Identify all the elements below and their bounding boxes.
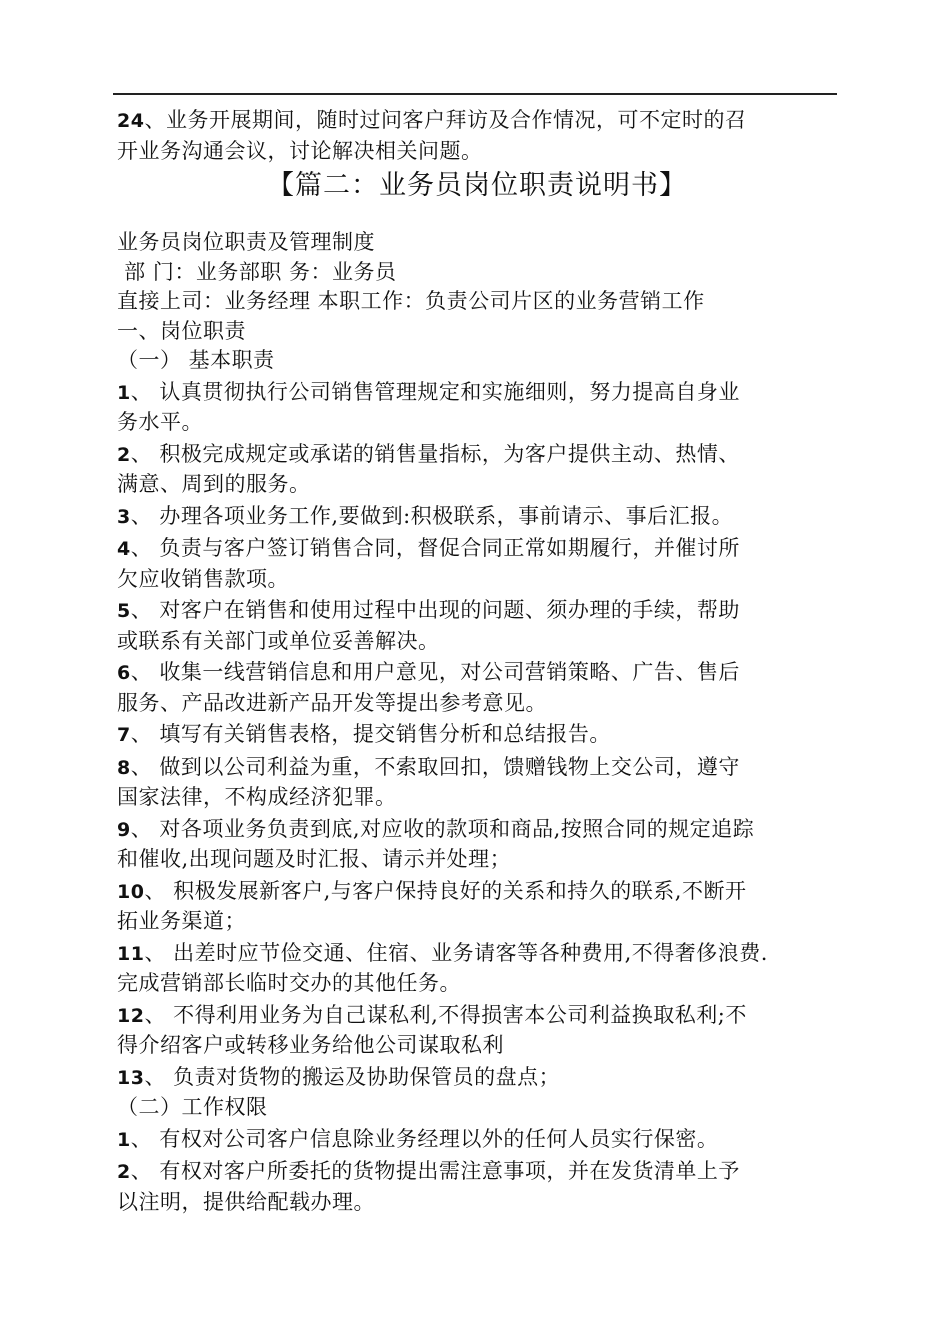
list-item-continuation: 以注明，提供给配载办理。 [117, 1189, 375, 1214]
list-item [117, 1125, 837, 1156]
document-body [117, 106, 837, 1217]
list-item-continuation: 服务、产品改进新产品开发等提出参考意见。 [117, 690, 547, 715]
item-number: 1 [117, 1128, 131, 1151]
item-text: 、 收集一线营销信息和用户意见，对公司营销策略、广告、售后 [130, 660, 740, 684]
list-item [117, 753, 837, 784]
intro-line-2: 开业务沟通会议，讨论解决相关问题。 [117, 138, 483, 163]
header-line-1: 部 门：业务部职 务：业务员 [117, 259, 397, 284]
list-item [117, 1157, 837, 1188]
list-item [117, 502, 837, 533]
item-number: 5 [117, 600, 131, 622]
list-item-continuation: 和催收,出现问题及时汇报、请示并处理； [117, 847, 512, 871]
item-number: 6 [117, 662, 131, 684]
item-text: 、 积极完成规定或承诺的销售量指标，为客户提供主动、热情、 [130, 441, 740, 466]
list-item-continuation: 满意、周到的服务。 [117, 472, 311, 496]
item-number: 4 [117, 538, 131, 560]
item-number: 2 [117, 443, 131, 466]
list-item [117, 877, 837, 908]
item-number: 7 [117, 724, 131, 746]
item-text: 、 负责与客户签订销售合同，督促合同正常如期履行，并催讨所 [130, 536, 740, 560]
item-text: 、 负责对货物的搬运及协助保管员的盘点； [144, 1064, 561, 1089]
item-number: 9 [117, 818, 131, 841]
item-text: 、 有权对客户所委托的货物提出需注意事项，并在发货清单上予 [130, 1159, 740, 1183]
header-line-2: 直接上司：业务经理 本职工作：负责公司片区的业务营销工作 [117, 289, 705, 313]
item-number: 10 [117, 880, 145, 903]
item-text: 、 填写有关销售表格，提交销售分析和总结报告。 [130, 722, 611, 746]
list-item [117, 596, 837, 627]
header-line-0: 业务员岗位职责及管理制度 [117, 230, 375, 254]
section-title: 【篇二：业务员岗位职责说明书】 [267, 170, 687, 201]
list-item [117, 720, 837, 751]
item-text: 、 积极发展新客户,与客户保持良好的关系和持久的联系,不断开 [144, 878, 747, 903]
item-text: 、 有权对公司客户信息除业务经理以外的任何人员实行保密。 [130, 1126, 719, 1151]
header-rule [113, 93, 837, 95]
item-text: 、 认真贯彻执行公司销售管理规定和实施细则，努力提高自身业 [130, 379, 740, 404]
intro-line-1: 24、业务开展期间，随时过问客户拜访及合作情况，可不定时的召 [117, 108, 747, 132]
item-number: 8 [117, 756, 131, 779]
list-item [117, 658, 837, 689]
item-number: 1 [117, 381, 131, 404]
item-number: 12 [117, 1004, 145, 1027]
item-text: 、 对客户在销售和使用过程中出现的问题、须办理的手续，帮助 [130, 598, 740, 622]
list-item [117, 1001, 837, 1032]
rights-list [117, 1125, 837, 1218]
list-item-continuation: 或联系有关部门或单位妥善解决。 [117, 628, 440, 653]
list-item [117, 939, 837, 970]
rights-heading: （二）工作权限 [117, 1095, 268, 1119]
list-item-continuation: 拓业务渠道； [117, 909, 246, 933]
item-text: 、 对各项业务负责到底,对应收的款项和商品,按照合同的规定追踪 [130, 816, 755, 841]
list-item-continuation: 国家法律，不构成经济犯罪。 [117, 785, 397, 809]
header-line-4: （一） 基本职责 [117, 348, 275, 372]
list-item-continuation: 完成营销部长临时交办的其他任务。 [117, 971, 461, 995]
item-text: 、 办理各项业务工作,要做到:积极联系，事前请示、事后汇报。 [130, 503, 734, 528]
item-number: 2 [117, 1161, 131, 1183]
basic-duties-list [117, 378, 837, 1094]
list-item-continuation: 欠应收销售款项。 [117, 566, 289, 591]
item-number: 13 [117, 1066, 145, 1089]
item-text: 、 出差时应节俭交通、住宿、业务请客等各种费用,不得奢侈浪费. [144, 940, 768, 965]
list-item [117, 1063, 837, 1094]
header-line-3: 一、岗位职责 [117, 318, 246, 343]
item-text: 、 不得利用业务为自己谋私利,不得损害本公司利益换取私利;不 [144, 1002, 747, 1027]
list-item [117, 378, 837, 409]
list-item [117, 534, 837, 565]
list-item-continuation: 务水平。 [117, 410, 203, 434]
item-text: 、 做到以公司利益为重，不索取回扣，馈赠钱物上交公司，遵守 [130, 754, 740, 779]
list-item [117, 440, 837, 471]
item-number: 11 [117, 942, 145, 965]
list-item-continuation: 得介绍客户或转移业务给他公司谋取私利 [117, 1033, 504, 1057]
list-item [117, 815, 837, 846]
item-number: 24 [117, 110, 145, 132]
item-number: 3 [117, 505, 131, 528]
